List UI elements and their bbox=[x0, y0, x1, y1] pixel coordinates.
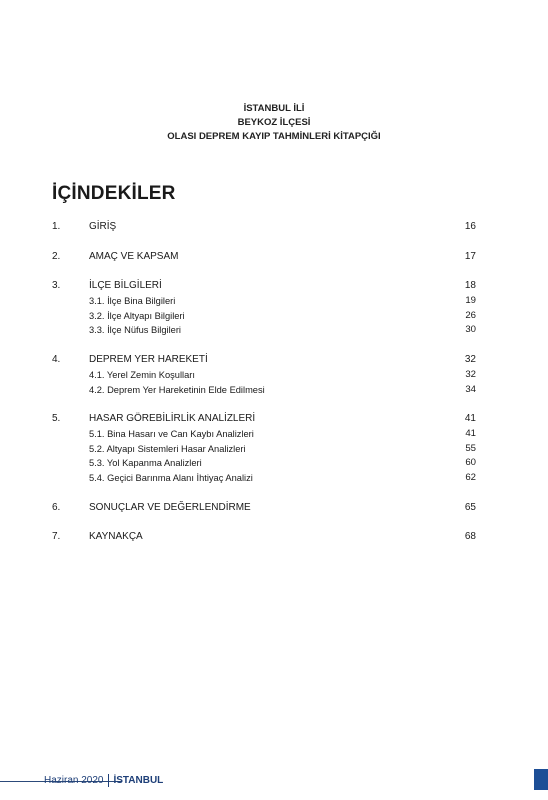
toc-subentry[interactable] bbox=[52, 323, 476, 338]
toc-subentry-page: 32 bbox=[465, 368, 476, 380]
toc-subentry-label: 5.3. Yol Kapanma Analizleri bbox=[89, 458, 202, 469]
toc-entry-page: 32 bbox=[464, 354, 476, 366]
toc-subentry-page: 26 bbox=[465, 309, 476, 321]
header-district: BEYKOZ İLÇESİ bbox=[237, 117, 311, 128]
page-footer bbox=[44, 774, 163, 787]
toc-entry-page: 65 bbox=[464, 501, 476, 513]
toc-subentry-label: 5.2. Altyapı Sistemleri Hasar Analizleri bbox=[89, 443, 246, 454]
toc-subentry[interactable] bbox=[52, 442, 476, 457]
toc-entry-label: DEPREM YER HAREKETİ bbox=[89, 354, 208, 366]
toc-gap bbox=[52, 397, 476, 412]
toc-entry-number: 2. bbox=[52, 250, 61, 262]
header-booklet-title: OLASI DEPREM KAYIP TAHMİNLERİ KİTAPÇIĞI bbox=[167, 131, 381, 142]
toc-gap bbox=[52, 486, 476, 501]
toc-entry[interactable] bbox=[52, 250, 476, 265]
toc-entry[interactable] bbox=[52, 353, 476, 368]
toc-entry-number: 5. bbox=[52, 413, 61, 425]
toc-subentry[interactable] bbox=[52, 383, 476, 398]
toc-subentry[interactable] bbox=[52, 456, 476, 471]
footer-city: İSTANBUL bbox=[113, 775, 164, 787]
footer-date: Haziran 2020 bbox=[44, 775, 104, 787]
toc-subentry-label: 4.1. Yerel Zemin Koşulları bbox=[89, 369, 195, 380]
toc-entry-page: 41 bbox=[464, 413, 476, 425]
toc-entry-label: İLÇE BİLGİLERİ bbox=[89, 280, 162, 292]
toc-entry-label: KAYNAKÇA bbox=[89, 531, 143, 543]
toc-entry-label: SONUÇLAR VE DEĞERLENDİRME bbox=[89, 501, 251, 513]
toc-subentry[interactable] bbox=[52, 309, 476, 324]
toc-entry-number: 3. bbox=[52, 280, 61, 292]
toc-subentry[interactable] bbox=[52, 294, 476, 309]
toc-entry-number: 4. bbox=[52, 354, 61, 366]
toc-gap bbox=[52, 264, 476, 279]
toc-entry[interactable] bbox=[52, 220, 476, 235]
toc-subentry-label: 5.4. Geçici Barınma Alanı İhtiyaç Analizi bbox=[89, 472, 253, 483]
toc-entry-label: AMAÇ VE KAPSAM bbox=[89, 250, 179, 262]
toc-gap bbox=[52, 235, 476, 250]
toc-title: İÇİNDEKİLER bbox=[52, 183, 176, 204]
footer-separator bbox=[108, 774, 109, 787]
toc-entry-label: GİRİŞ bbox=[89, 221, 117, 232]
toc-entry-number: 1. bbox=[52, 221, 61, 232]
toc-gap bbox=[52, 515, 476, 530]
toc-subentry-label: 5.1. Bina Hasarı ve Can Kaybı Analizleri bbox=[89, 428, 254, 439]
toc-subentry-page: 34 bbox=[465, 383, 476, 395]
toc-entry-page: 17 bbox=[464, 250, 476, 262]
toc-gap bbox=[52, 338, 476, 353]
page-edge-tab bbox=[534, 769, 548, 790]
toc-subentry-label: 3.2. İlçe Altyapı Bilgileri bbox=[89, 310, 185, 321]
toc-entry[interactable] bbox=[52, 501, 476, 516]
toc-subentry-page: 55 bbox=[465, 442, 476, 454]
toc-entry-page: 68 bbox=[464, 531, 476, 543]
toc-entry[interactable] bbox=[52, 530, 476, 545]
table-of-contents bbox=[52, 220, 476, 545]
toc-subentry-page: 30 bbox=[465, 324, 476, 336]
toc-entry-page: 16 bbox=[464, 221, 476, 232]
toc-subentry[interactable] bbox=[52, 471, 476, 486]
toc-subentry-label: 3.1. İlçe Bina Bilgileri bbox=[89, 296, 176, 307]
toc-entry-number: 6. bbox=[52, 501, 61, 513]
toc-subentry-page: 19 bbox=[465, 295, 476, 307]
header-province: İSTANBUL İLİ bbox=[243, 103, 305, 114]
toc-entry-label: HASAR GÖREBİLİRLİK ANALİZLERİ bbox=[89, 413, 256, 425]
toc-subentry[interactable] bbox=[52, 368, 476, 383]
toc-subentry-page: 41 bbox=[465, 427, 476, 439]
booklet-header bbox=[0, 102, 548, 144]
toc-subentry-label: 4.2. Deprem Yer Hareketinin Elde Edilmesi bbox=[89, 384, 265, 395]
toc-entry[interactable] bbox=[52, 279, 476, 294]
toc-entry-number: 7. bbox=[52, 531, 61, 543]
toc-entry-page: 18 bbox=[464, 280, 476, 292]
toc-subentry-page: 60 bbox=[465, 457, 476, 469]
toc-subentry[interactable] bbox=[52, 427, 476, 442]
toc-subentry-label: 3.3. İlçe Nüfus Bilgileri bbox=[89, 325, 181, 336]
toc-entry[interactable] bbox=[52, 412, 476, 427]
toc-subentry-page: 62 bbox=[465, 471, 476, 483]
